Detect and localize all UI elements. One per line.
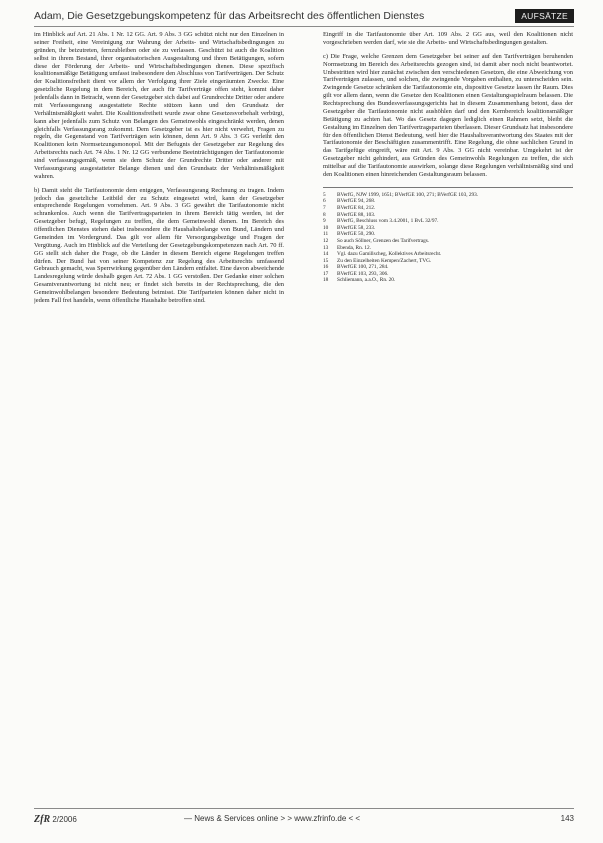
footnote-text: BVerfGE 50, 290. bbox=[337, 231, 376, 238]
footnote-text: BVerfGE 88, 103. bbox=[337, 211, 376, 218]
footnote-text: BVerfG, NJW 1999, 1651; BVerfGE 100, 271; BVerfGE 103, 293. bbox=[337, 191, 479, 198]
footnote-text: Ebenda, Rn. 12. bbox=[337, 244, 371, 251]
footnote-number: 12 bbox=[323, 237, 329, 244]
footnote-number: 5 bbox=[323, 191, 326, 198]
footnote bbox=[323, 238, 573, 245]
footer-divider bbox=[34, 808, 574, 809]
issue-label bbox=[34, 814, 77, 825]
footnote-number: 15 bbox=[323, 257, 329, 264]
footer-promo-link[interactable]: — News & Services online > > www.zfrinfo.de < < bbox=[184, 814, 361, 823]
body-paragraph: Eingriff in die Tarifautonomie über Art. 109 Abs. 2 GG aus, weil den Koalitionen nicht vorgeschrieben werden darf, wie sie die Arbeits- und Wirtschaftsbedingungen gestalten. bbox=[323, 31, 573, 46]
footnote-number: 6 bbox=[323, 198, 326, 205]
footnote bbox=[323, 277, 573, 284]
footnote-number: 16 bbox=[323, 264, 329, 271]
section-badge: AUFSÄTZE bbox=[515, 9, 574, 23]
footnote-text: So auch Söllner, Grenzen des Tarifvertrags. bbox=[337, 237, 430, 244]
footnote-number: 18 bbox=[323, 277, 329, 284]
page-number: 143 bbox=[560, 814, 574, 823]
body-paragraph: c) Die Frage, welche Grenzen dem Gesetzgeber bei seiner auf den Tarifverträgen beruhenden Normsetzung im Bereich des Arbeitsrechts gezogen sind, ist damit aber noch nicht beantwortet. Unbestritten wird hier zunächst zwischen den verschiedenen Gesetzen, die eine Abweichung von Tarifverträgen zulassen, und solchen, die zwingende Vorgaben enthalten, zu unterscheiden sein. Zwingende Gesetze schränken die Tarifautonomie ein, dispositive Gesetze lassen ihr Raum. Dies gilt vor allem dann, wenn die Gesetze den Koalitionen einen Gestaltungsspielraum belassen. Die Rechtsprechung des Bundesverfassungsgerichts hat in diesem Zusammenhang betont, dass der Gesetzgeber die Tarifautonomie nicht aushöhlen darf und den Kernbereich koalitionsmäßiger Betätigung zu achten hat. Wo das Gesetz dagegen lediglich einen Rahmen setzt, bleibt die Gestaltung im Einzelnen den Tarifvertragsparteien überlassen. Dieser Grundsatz hat insbesondere für den öffentlichen Dienst Bedeutung, weil hier die Haushaltsverantwortung des Staates mit der Tarifautonomie der Beschäftigten zusammentrifft. Eine Regelung, die ohne sachlichen Grund in das Tarifgefüge eingreift, wäre mit Art. 9 Abs. 3 GG nicht vereinbar. Umgekehrt ist der Gesetzgeber nicht gehindert, aus Gründen des Gemeinwohls Regelungen zu treffen, die sich mittelbar auf die Tarifautonomie auswirken, solange diese Regelungen verhältnismäßig sind und den Koalitionen einen hinreichenden Gestaltungsraum belassen. bbox=[323, 52, 573, 178]
footnote-number: 9 bbox=[323, 218, 326, 225]
footnote-number: 8 bbox=[323, 211, 326, 218]
issue-number: 2/2006 bbox=[52, 815, 77, 824]
footnote-text: BVerfGE 94, 268. bbox=[337, 198, 376, 205]
footnote bbox=[323, 271, 573, 278]
footnote bbox=[323, 205, 573, 212]
footnote-text: BVerfG, Beschluss vom 3.4.2001, 1 BvL 32/97. bbox=[337, 218, 439, 225]
running-header bbox=[34, 10, 574, 24]
footnote bbox=[323, 251, 573, 258]
running-footer bbox=[34, 814, 574, 826]
footnote-number: 11 bbox=[323, 231, 329, 238]
footnote bbox=[323, 245, 573, 252]
footnote-number: 13 bbox=[323, 244, 329, 251]
footnote bbox=[323, 264, 573, 271]
right-column bbox=[323, 31, 573, 799]
footnote-text: Schliemann, a.a.O., Rn. 20. bbox=[337, 277, 396, 284]
body-paragraph: im Hinblick auf Art. 21 Abs. 1 Nr. 12 GG. Art. 9 Abs. 3 GG schützt nicht nur den Einzelnen in seiner Freiheit, eine Vereinigung zur Wahrung der Arbeits- und Wirtschaftsbedingungen zu gründen, ihr beizutreten, fernzubleiben oder sie zu verlassen. Geschützt ist auch die Koalition selbst in ihrem Bestand, ihrer organisatorischen Ausgestaltung und ihren Betätigungen, sofern diese der Förderung der Arbeits- und Wirtschaftsbedingungen dienen. Diese spezifisch koalitionsmäßige Betätigung umfasst insbesondere den Abschluss von Tarifverträgen. Der Schutz der Koalitionsfreiheit dient vor allem der Verfolgung ihrer Ziele eingeräumten Zwecke. Eine gesetzliche Regelung in dem Bereich, der auch für Tarifverträge offen steht, kommt daher jedenfalls dann in Betracht, wenn der Gesetzgeber sich dabei auf Grundrechte Dritter oder andere mit Verfassungsrang ausgestattete Rechte stützen kann und den Grundsatz der Verhältnismäßigkeit wahrt. Die Koalitionsfreiheit wurde zwar ohne Gesetzesvorbehalt verbürgt, kann aber jedenfalls zum Schutz von Belangen des Gemeinwohls eingeschränkt werden, denen gleichfalls Verfassungsrang zukommt. Dem Gesetzgeber ist es hier nicht verwehrt, Fragen zu regeln, die Gegenstand von Tarifverträgen sein können, denn Art. 9 Abs. 3 GG verleiht den Koalitionen kein Normsetzungsmonopol. Mit der Befugnis der Gesetzgeber zur Regelung des Arbeitsrechts nach Art. 74 Abs. 1 Nr. 12 GG verbundene Beeinträchtigungen der Tarifautonomie sind verfassungsgemäß, wenn sie dem Schutz der Grundrechte Dritter oder anderer mit Verfassungsrang ausgestatteter Belange dienen und den Grundsatz der Verhältnismäßigkeit wahren. bbox=[34, 31, 284, 180]
footnote-number: 7 bbox=[323, 204, 326, 211]
footnote-number: 14 bbox=[323, 251, 329, 258]
footnote bbox=[323, 218, 573, 225]
footnote-text: Vgl. dazu Gamillscheg, Kollektives Arbeitsrecht. bbox=[337, 251, 442, 258]
footnote-number: 10 bbox=[323, 224, 329, 231]
footnote-text: BVerfGE 58, 233. bbox=[337, 224, 376, 231]
left-column bbox=[34, 31, 284, 799]
header-divider bbox=[34, 26, 574, 27]
footnotes bbox=[323, 187, 573, 284]
footnote-text: BVerfGE 84, 212. bbox=[337, 204, 376, 211]
body-paragraph: b) Damit steht die Tarifautonomie dem entgegen, Verfassungsrang Rechnung zu tragen. Indem jedoch das gesetzliche Leitbild der zu Schutz eingesetzt wird, kann der Gesetzgeber entsprechende Regelungen vornehmen. Art. 9 Abs. 3 GG gewährt die Tarifautonomie nicht schrankenlos. Auch wenn die Tarifvertragsparteien in ihrem Bereich tätig werden, ist der Gesetzgeber befugt, Regelungen zu treffen, die dem Gemeinwohl dienen. Im Bereich des öffentlichen Dienstes stehen dabei insbesondere die Haushaltsbelange von Bund, Ländern und Gemeinden im Vordergrund. Das gilt vor allem für Versorgungsbezüge und Fragen der Vergütung. Auch im Hinblick auf die Verteilung der Gesetzgebungskompetenzen nach Art. 70 ff. GG stellt sich daher die Frage, ob die Länder in diesem Bereich eigene Regelungen treffen dürfen. Der Bund hat von seiner Kompetenz zur Regelung des Arbeitsrechts umfassend Gebrauch gemacht, was Sperrwirkung gegenüber den Ländern entfaltet. Eine davon abweichende Landesregelung würde deshalb gegen Art. 72 Abs. 1 GG verstoßen. Der Gedanke einer solchen Gesamtverantwortung ist nicht neu; er findet sich bereits in der Rechtsprechung, die den Gemeinwohlbelangen besondere Bedeutung beimisst. Die Tarifparteien können daher nicht in jedem Fall frei handeln, wenn öffentliche Haushalte betroffen sind. bbox=[34, 186, 284, 304]
footnote-text: BVerfGE 100, 271, 284. bbox=[337, 264, 389, 271]
footnote-text: Zu den Einzelheiten Kempen/Zachert, TVG. bbox=[337, 257, 432, 264]
footnote-number: 17 bbox=[323, 270, 329, 277]
header-title: Adam, Die Gesetzgebungskompetenz für das Arbeitsrecht des öffentlichen Dienstes bbox=[34, 10, 425, 22]
footnote bbox=[323, 231, 573, 238]
footnote-text: BVerfGE 103, 293, 306. bbox=[337, 270, 389, 277]
footnote bbox=[323, 198, 573, 205]
journal-logo: ZfR bbox=[34, 814, 51, 825]
